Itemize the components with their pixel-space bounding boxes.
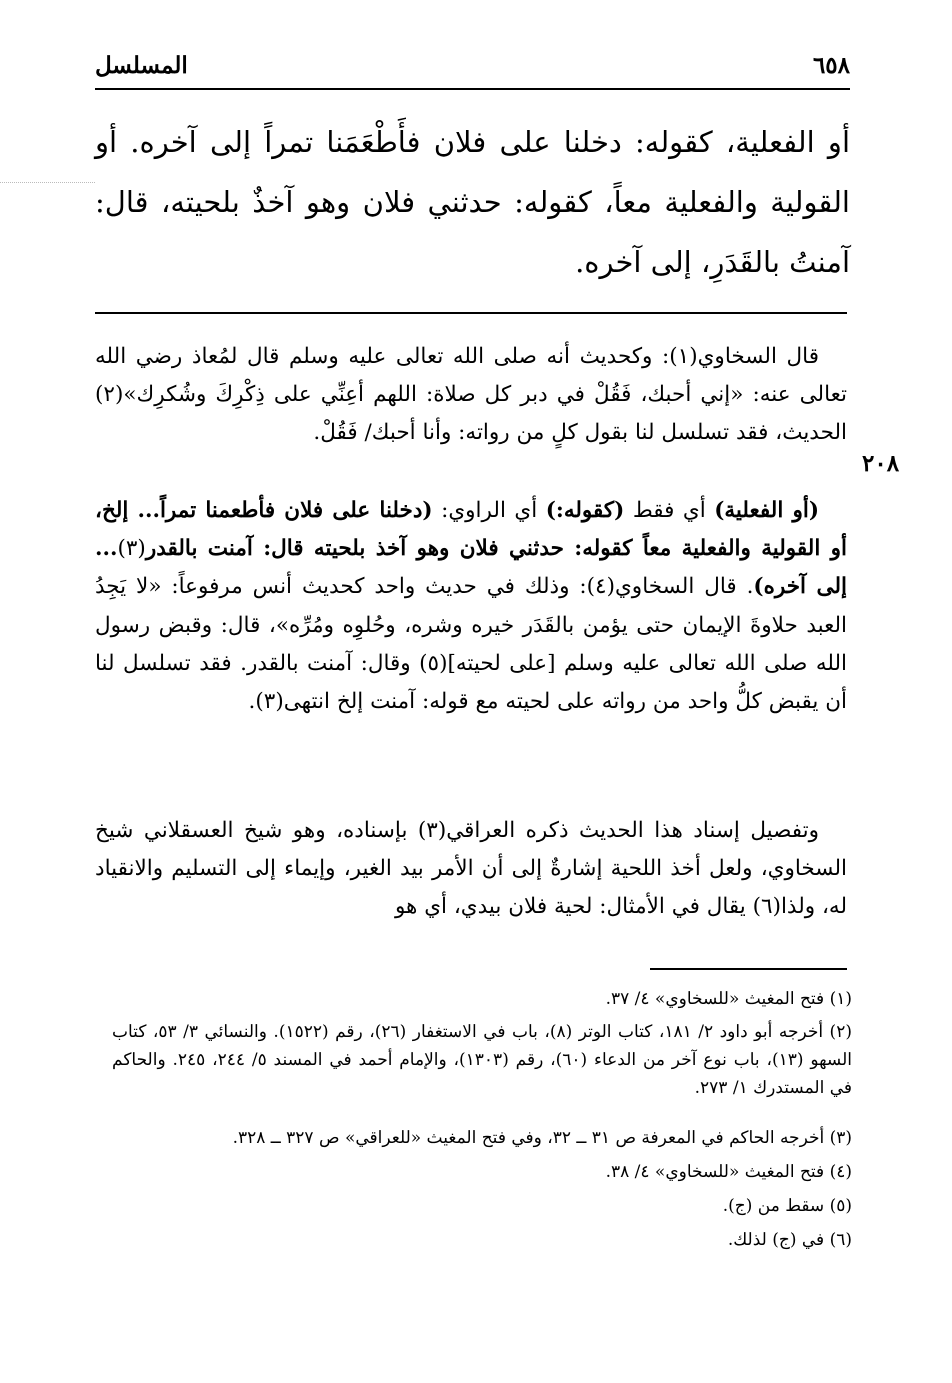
header-rule xyxy=(95,88,850,90)
header-title: المسلسل xyxy=(95,52,188,79)
commentary-text: . قال السخاوي(٤): وذلك في حديث واحد كحديث أنس مرفوعاً: «لا يَجِدُ العبد حلاوةَ الإيمان حتى يؤمن بالقَدَر خيره وشره، وحُلوِه ومُرِّه»، قال: وقبض رسول الله صلى الله تعالى عليه وسلم [على لحيته](٥) وقال: آمنت بالقدر. فقد تسلسل لنا أن يقبض كلُّ واحد من رواته على لحيته مع قوله: آمنت إلخ انتهى(٣). xyxy=(95,574,847,715)
page-number: ٦٥٨ xyxy=(812,52,850,79)
matn-separator xyxy=(95,312,847,314)
sharh-paragraph-2 xyxy=(95,492,847,721)
footnote-text: (١) فتح المغيث «للسخاوي» ٤/ ٣٧. xyxy=(605,989,852,1009)
footnote-text: (٢) أخرجه أبو داود ٢/ ١٨١، كتاب الوتر (٨)، باب في الاستغفار (٢٦)، رقم (١٥٢٢). والنسائي ٣/ ٥٣، كتاب السهو (١٣)، باب نوع آخر من الدعاء (٦٠)، رقم (١٣٠٣)، والإمام أحمد في المسند ٥/ ٢٤٤، ٢٤٥. والحاكم في المستدرك ١/ ٢٧٣. xyxy=(112,1022,853,1098)
footnote-text: (٥) سقط من (ج). xyxy=(722,1196,852,1216)
footnote-2 xyxy=(112,1018,852,1102)
sharh-paragraph-3: وتفصيل إسناد هذا الحديث ذكره العراقي(٣) بإسناده، وهو شيخ العسقلاني شيخ السخاوي، ولعل أخذ اللحية إشارةٌ إلى أن الأمر بيد الغير، وإيماء إلى التسليم والانقياد له، ولذا(٦) يقال في الأمثال: لحية فلان بيدي، أي هو xyxy=(95,818,847,920)
footnote-3 xyxy=(112,1124,852,1152)
bold-quote: (كقوله:) xyxy=(545,498,625,523)
commentary-text: أي الراوي: xyxy=(432,498,546,523)
footnote-4 xyxy=(112,1158,852,1186)
footnote-separator xyxy=(650,968,847,970)
sharh-block-1 xyxy=(95,338,847,453)
sharh-paragraph-1: قال السخاوي(١): وكحديث أنه صلى الله تعالى عليه وسلم قال لمُعاذ رضي الله تعالى عنه: «إني أحبك، فَقُلْ في دبر كل صلاة: اللهم أعِنِّي على ذِكْرِكَ وشُكرِك»(٢) الحديث، فقد تسلسل لنا بقول كلٍ من رواته: وأنا أحبك/ فَقُلْ. xyxy=(95,344,847,446)
footnote-6 xyxy=(112,1226,852,1254)
scan-artifact xyxy=(0,182,95,183)
footnote-1 xyxy=(112,985,852,1013)
bold-quote: ... إلى آخره) xyxy=(95,536,847,600)
footnote-text: (٦) في (ج) لذلك. xyxy=(727,1230,852,1250)
matn-text: أو الفعلية، كقوله: دخلنا على فلان فأَطْعَمَنا تمراً إلى آخره. أو القولية والفعلية معاً، كقوله: حدثني فلان وهو آخذٌ بلحيته، قال: آمنتُ بالقَدَرِ، إلى آخره. xyxy=(95,125,850,279)
running-header xyxy=(95,50,850,84)
sharh-block-3 xyxy=(95,812,847,927)
bold-quote: (دخلنا على فلان فأطعمنا تمراً... إلخ، أو القولية والفعلية معاً كقوله: حدثني فلان وهو آخذ بلحيته قال: آمنت بالقدر xyxy=(95,498,847,562)
sharh-block-2 xyxy=(95,492,847,721)
footnote-ref: (٣) xyxy=(117,536,146,562)
bold-quote: (أو الفعلية) xyxy=(714,498,820,523)
footnote-text: (٣) أخرجه الحاكم في المعرفة ص ٣١ ــ ٣٢، وفي فتح المغيث «للعراقي» ص ٣٢٧ ــ ٣٢٨. xyxy=(232,1128,852,1148)
footnote-text: (٤) فتح المغيث «للسخاوي» ٤/ ٣٨. xyxy=(605,1162,852,1182)
commentary-text: أي فقط xyxy=(624,498,715,523)
margin-page-number: ٢٠٨ xyxy=(862,450,900,477)
footnote-5 xyxy=(112,1192,852,1220)
